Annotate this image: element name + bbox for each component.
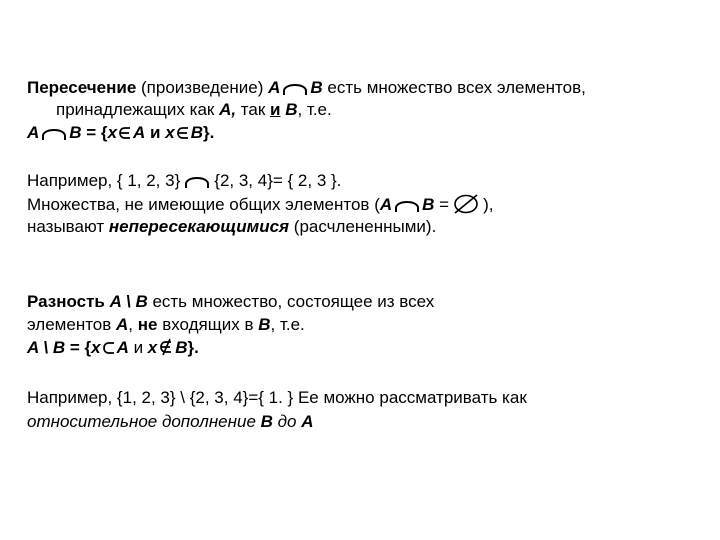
- not-element-of-icon: [158, 338, 174, 356]
- term-disjoint: непересекающимися: [108, 217, 290, 236]
- disjoint-sets-line: [27, 194, 493, 215]
- term-intersection: Пересечение: [27, 78, 137, 97]
- intersection-rest: есть множество всех элементов,: [322, 78, 586, 97]
- line-mid: входящих в: [157, 315, 259, 334]
- example-intersection-line: [27, 171, 341, 191]
- set-b: B: [260, 412, 273, 431]
- set-a: A: [133, 123, 146, 142]
- term-start: называют: [27, 217, 109, 236]
- close-brace: }.: [202, 123, 215, 142]
- set-a: A: [301, 412, 314, 431]
- line-rest: , т.е.: [270, 315, 305, 334]
- set-a: A: [268, 78, 281, 97]
- intersection-paren: (произведение): [136, 78, 269, 97]
- intersection-cap-icon: [41, 125, 67, 141]
- close-brace: }.: [187, 338, 199, 357]
- intersection-definition-line-1: [27, 78, 586, 98]
- intersection-formula: [27, 123, 214, 143]
- difference-expression: A \ B: [109, 292, 148, 311]
- complement-mid: до: [272, 412, 302, 431]
- not-word: не: [137, 315, 158, 334]
- intersection-cap-icon: [394, 197, 420, 213]
- line-start: элементов: [27, 315, 117, 334]
- var-x: x: [147, 338, 158, 357]
- set-b: B: [258, 315, 271, 334]
- example-start: Например, { 1, 2, 3}: [27, 171, 181, 190]
- set-b: B: [285, 100, 298, 119]
- set-a: A: [116, 315, 129, 334]
- disjoint-end: ),: [483, 195, 494, 214]
- set-a: A: [116, 338, 129, 357]
- disjoint-term-line: [27, 217, 436, 237]
- difference-formula: [27, 338, 199, 358]
- var-x: x: [165, 123, 175, 142]
- set-a: A: [379, 195, 393, 214]
- intersection-definition-line-2: [56, 100, 332, 120]
- element-of-icon: [176, 125, 190, 141]
- line-rest: , т.е.: [297, 100, 332, 119]
- difference-definition-line-1: [27, 292, 434, 312]
- relative-complement-line: [27, 412, 314, 432]
- difference-definition-line-2: [27, 315, 305, 335]
- and-word: и: [128, 338, 148, 357]
- term-relative-complement: относительное дополнение: [27, 412, 256, 431]
- subset-icon: [102, 340, 116, 356]
- empty-set-icon: [451, 194, 481, 214]
- element-of-icon: [118, 125, 132, 141]
- equals-brace: = {: [65, 338, 92, 357]
- set-a: A,: [219, 100, 237, 119]
- set-b: B: [310, 78, 323, 97]
- comma: ,: [128, 315, 138, 334]
- and-word: и: [145, 123, 166, 142]
- difference-expression: A \ B: [27, 338, 66, 357]
- equals-brace: = {: [81, 123, 108, 142]
- set-b: B: [69, 123, 82, 142]
- term-difference: Разность: [27, 292, 105, 311]
- line-start: принадлежащих как: [56, 100, 220, 119]
- line-mid: так: [236, 100, 270, 119]
- equals: =: [434, 195, 450, 214]
- example-rest: {2, 3, 4}= { 2, 3 }.: [214, 171, 342, 190]
- intersection-cap-icon: [282, 80, 308, 96]
- disjoint-start: Множества, не имеющие общих элементов (: [27, 195, 380, 214]
- term-rest: (расчлененными).: [289, 217, 437, 236]
- set-b: B: [190, 123, 203, 142]
- and-word: и: [270, 100, 281, 119]
- var-x: x: [91, 338, 101, 357]
- set-a: A: [27, 123, 40, 142]
- intersection-cap-icon: [184, 173, 210, 189]
- example-difference-line: Например, {1, 2, 3} \ {2, 3, 4}={ 1. } Ее можно рассматривать как: [27, 388, 527, 407]
- difference-rest: есть множество, состоящее из всех: [147, 292, 435, 311]
- var-x: x: [107, 123, 118, 142]
- set-b: B: [422, 195, 435, 214]
- set-b: B: [175, 338, 188, 357]
